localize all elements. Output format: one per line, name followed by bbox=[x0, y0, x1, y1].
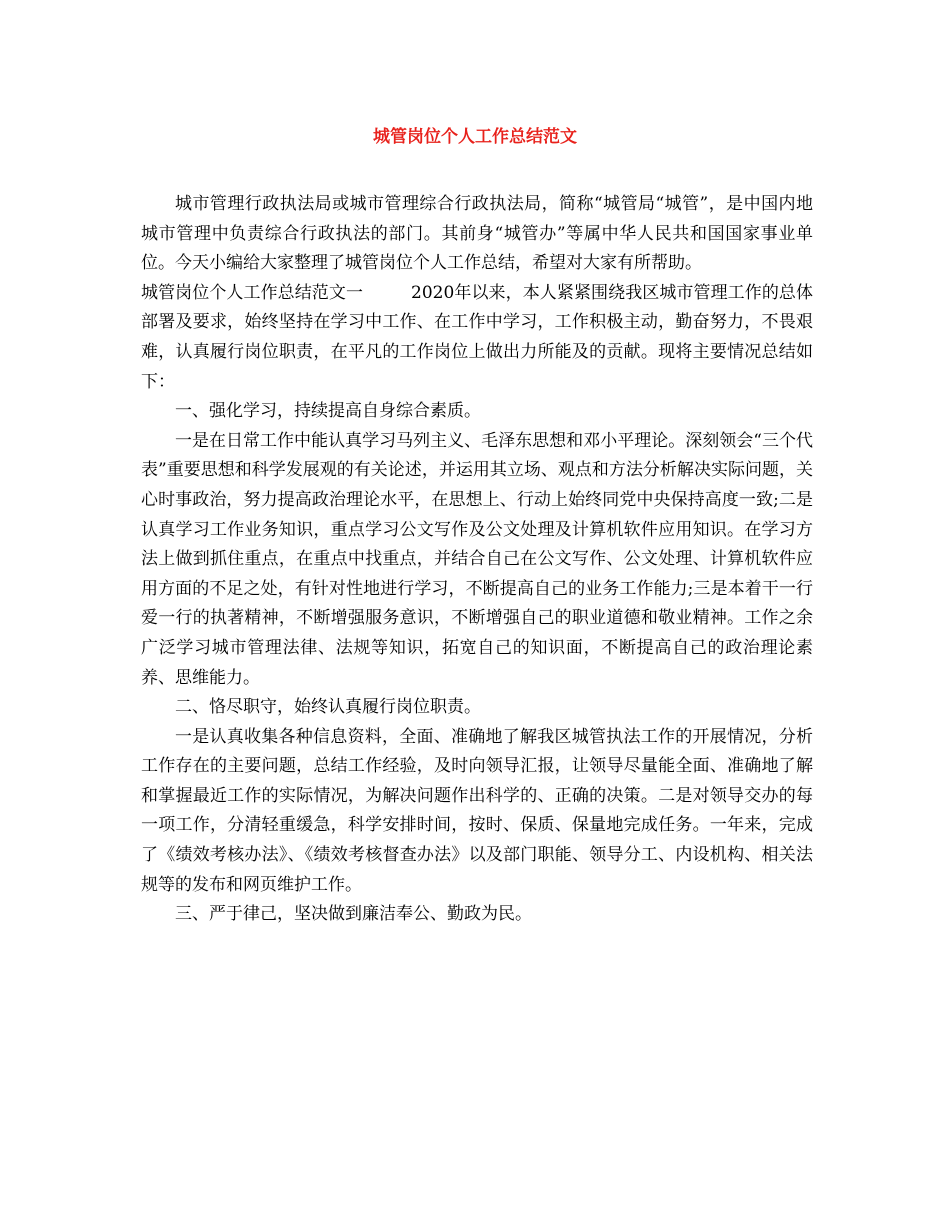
heading-duty: 二、恪尽职守，始终认真履行岗位职责。 bbox=[175, 697, 481, 718]
paragraph-duty: 一是认真收集各种信息资料，全面、准确地了解我区城管执法工作的开展情况，分析工作存在的主要问题，总结工作经验，及时向领导汇报，让领导尽量能全面、准确地了解和掌握最近工作的实际情况，为解决问题作出科学的、正确的决策。二是对领导交办的每一项工作，分清轻重缓急，科学安排时间，按时、保质、保量地完成任务。一年来，完成了《绩效考核办法》、《绩效考核督查办法》以及部门职能、领导分工、内设机构、相关法规等的发布和网页维护工作。 bbox=[141, 726, 813, 895]
document-body bbox=[141, 190, 813, 930]
section-text: 2020年以来，本人紧紧围绕我区城市管理工作的总体部署及要求，始终坚持在学习中工作、在工作中学习，工作积极主动，勤奋努力，不畏艰难，认真履行岗位职责，在平凡的工作岗位上做出力所能及的贡献。现将主要情况总结如下： bbox=[141, 282, 813, 392]
heading-discipline: 三、严于律己，坚决做到廉洁奉公、勤政为民。 bbox=[175, 904, 532, 925]
paragraph-study: 一是在日常工作中能认真学习马列主义、毛泽东思想和邓小平理论。深刻领会“三个代表”重要思想和科学发展观的有关论述，并运用其立场、观点和方法分析解决实际问题，关心时事政治，努力提高政治理论水平，在思想上、行动上始终同党中央保持高度一致;二是认真学习工作业务知识，重点学习公文写作及公文处理及计算机软件应用知识。在学习方法上做到抓住重点，在重点中找重点，并结合自己在公文写作、公文处理、计算机软件应用方面的不足之处，有针对性地进行学习，不断提高自己的业务工作能力;三是本着干一行爱一行的执著精神，不断增强服务意识，不断增强自己的职业道德和敬业精神。工作之余广泛学习城市管理法律、法规等知识，拓宽自己的知识面，不断提高自己的政治理论素养、思维能力。 bbox=[141, 430, 813, 688]
paragraph-section-one bbox=[141, 279, 813, 397]
paragraph-intro: 城市管理行政执法局或城市管理综合行政执法局，简称“城管局“城管”，是中国内地城市管理中负责综合行政执法的部门。其前身“城管办”等属中华人民共和国国家事业单位。今天小编给大家整理了城管岗位个人工作总结，希望对大家有所帮助。 bbox=[141, 194, 813, 274]
document-title: 城管岗位个人工作总结范文 bbox=[373, 127, 577, 147]
heading-study: 一、强化学习，持续提高自身综合素质。 bbox=[175, 401, 481, 422]
section-heading: 城管岗位个人工作总结范文一 bbox=[141, 282, 364, 303]
